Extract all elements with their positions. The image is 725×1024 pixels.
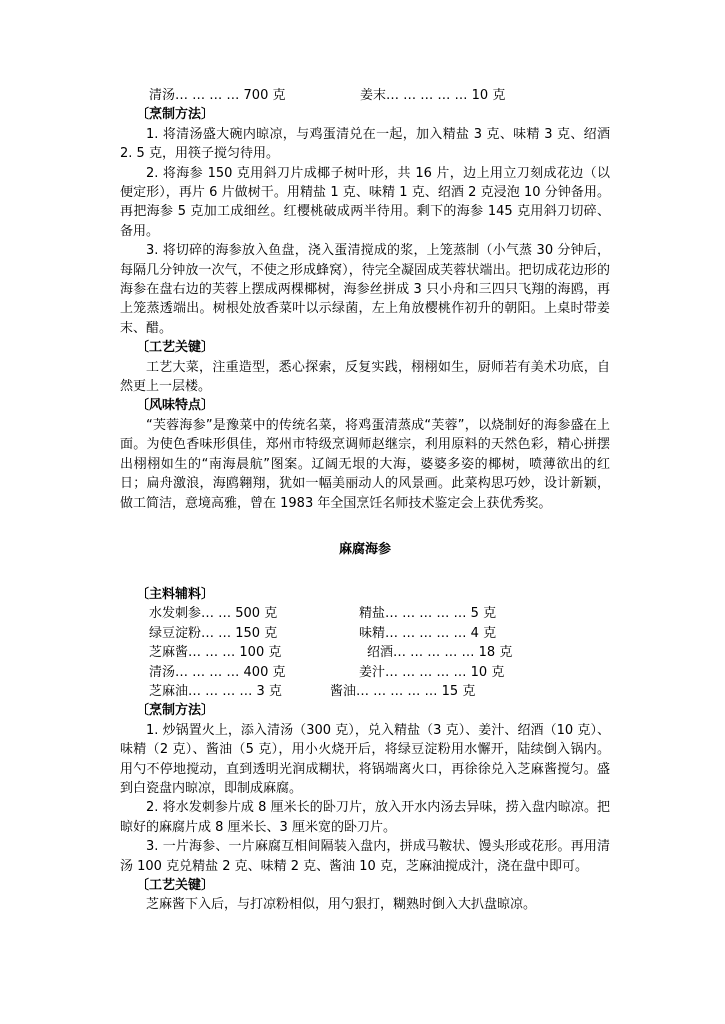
ingredient-row xyxy=(120,682,610,701)
key-heading: 〔工艺关键〕 xyxy=(136,877,215,893)
document-page xyxy=(120,86,610,915)
method-step-3: 3. 将切碎的海参放入鱼盘，浇入蛋清搅成的浆，上笼蒸制（小气蒸 30 分钟后，每隔几分钟放一次气，不使之形成蜂窝），待完全凝固成芙蓉状端出。把切成花边形的海参在盘右边的芙蓉上摆成两棵椰树，海参丝拼成 3 只小舟和三四只飞翔的海鸥，再上笼蒸透端出。树根处放香菜叶以示绿菌，左上角放樱桃作初升的朝阳。上桌时带姜末、醋。 xyxy=(120,243,610,336)
key-paragraph: 工艺大菜，注重造型，悉心探索，反复实践，栩栩如生，厨师若有美术功底，自然更上一层楼。 xyxy=(120,359,610,395)
method-step-1: 1. 炒锅置火上，添入清汤（300 克），兑入精盐（3 克）、姜汁、绍酒（10 克）、味精（2 克）、酱油（5 克），用小火烧开后，将绿豆淀粉用水懈开，陆续倒入锅内。用勺不停地搅动，直到透明光润成糊状，将锅端离火口，再徐徐兑入芝麻酱搅匀。盛到白瓷盘内晾凉，即制成麻腐。 xyxy=(120,722,610,796)
ingredient-right: 姜末… … … … … 10 克 xyxy=(360,88,506,103)
key-paragraph: 芝麻酱下入后，与打凉粉相似，用勺狠打，糊熟时倒入大扒盘晾凉。 xyxy=(146,897,537,913)
ingredient-right: 酱油… … … … … 15 克 xyxy=(330,683,476,699)
ingredient-left: 水发刺参… … 500 克 xyxy=(149,606,278,622)
top-ingredient-row xyxy=(120,86,610,105)
ingredient-left: 清汤… … … … 700 克 xyxy=(149,88,286,103)
key-heading: 〔工艺关键〕 xyxy=(136,340,215,356)
method-heading: 〔烹制方法〕 xyxy=(136,107,215,123)
ingredient-row xyxy=(120,624,610,643)
method-heading: 〔烹制方法〕 xyxy=(136,703,215,719)
ingredient-right: 姜汁… … … … … 10 克 xyxy=(359,664,505,680)
ingredient-left: 清汤… … … … 400 克 xyxy=(149,664,286,680)
ingredient-row xyxy=(120,604,610,623)
ingredient-left: 芝麻酱… … … 100 克 xyxy=(149,645,282,661)
ingredient-row xyxy=(120,663,610,682)
ingredient-right: 绍酒… … … … … 18 克 xyxy=(367,645,513,661)
ingredient-left: 绿豆淀粉… … 150 克 xyxy=(149,625,278,641)
method-step-3: 3. 一片海参、一片麻腐互相间隔装入盘内，拼成马鞍状、馒头形或花形。再用清汤 100 克兑精盐 2 克、味精 2 克、酱油 10 克，芝麻油搅成汁，浇在盘中即可。 xyxy=(120,839,610,874)
feature-paragraph: “芙蓉海参”是豫菜中的传统名菜，将鸡蛋清蒸成“芙蓉”，以烧制好的海参盛在上面。为使色香味形俱佳，郑州市特级烹调师赵继宗，利用原料的天然色彩，精心拼摆出栩栩如生的“南海晨航”图案。辽阔无垠的大海，婆婆多姿的椰树，喷薄欲出的红日；扁舟激浪，海鸥翱翔，犹如一幅美丽动人的风景画。此菜构思巧妙，设计新颖，做工简洁，意境高雅，曾在 1983 年全国烹饪名师技术鉴定会上获优秀奖。 xyxy=(120,417,610,511)
ingredient-right: 精盐… … … … … 5 克 xyxy=(359,606,497,622)
recipe-title: 麻腐海参 xyxy=(338,541,391,557)
method-step-2: 2. 将海参 150 克用斜刀片成椰子树叶形，共 16 片，边上用立刀刻成花边（以便定形），再片 6 片做树干。用精盐 1 克、味精 1 克、绍酒 2 克浸泡 10 分钟备用。再把海参 5 克加工成细丝。红樱桃破成两半待用。剩下的海参 145 克用斜刀切碎、备用。 xyxy=(120,165,610,239)
feature-heading: 〔风味特点〕 xyxy=(136,398,215,414)
method-step-1: 1. 将清汤盛大碗内晾凉，与鸡蛋清兑在一起，加入精盐 3 克、味精 3 克、绍酒 2. 5 克，用筷子搅匀待用。 xyxy=(120,126,610,162)
ingredient-row xyxy=(120,643,610,662)
ingredients-heading: 〔主料辅料〕 xyxy=(136,586,215,602)
method-step-2: 2. 将水发刺参片成 8 厘米长的卧刀片，放入开水内汤去异味，捞入盘内晾凉。把晾好的麻腐片成 8 厘米长、3 厘米宽的卧刀片。 xyxy=(120,800,610,835)
ingredient-right: 味精… … … … … 4 克 xyxy=(359,625,497,641)
ingredient-left: 芝麻油… … … … 3 克 xyxy=(149,683,282,699)
